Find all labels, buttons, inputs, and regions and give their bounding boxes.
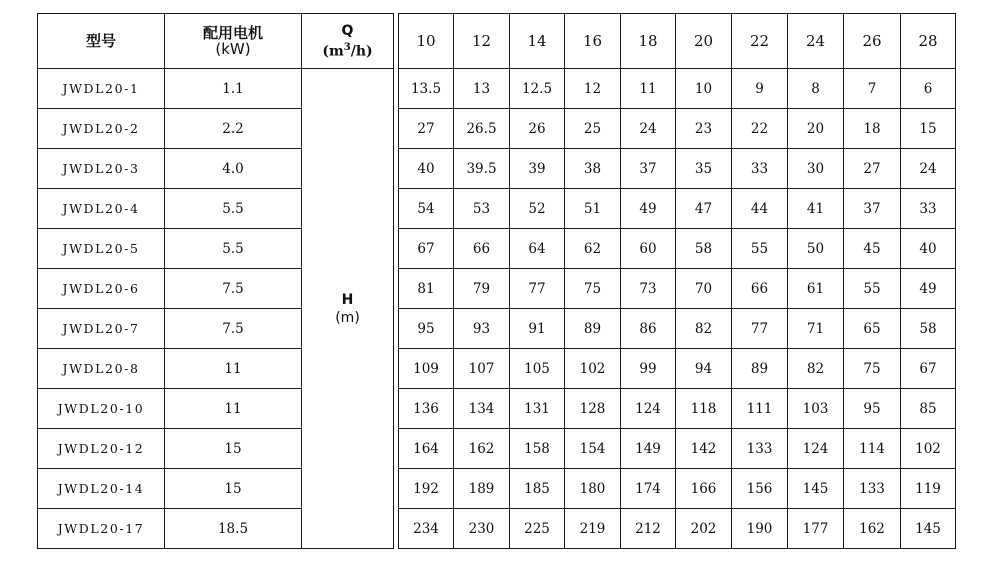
head-value-cell: 10: [676, 69, 732, 109]
table-row: [38, 389, 956, 429]
motor-power-cell: 5.5: [165, 229, 302, 269]
head-value-cell: 145: [901, 509, 956, 549]
head-value-cell: 81: [399, 269, 454, 309]
head-value-cell: 64: [510, 229, 565, 269]
flow-value-header: 20: [676, 14, 732, 69]
head-value-cell: 11: [621, 69, 676, 109]
model-cell: JWDL20-3: [38, 149, 165, 189]
head-value-cell: 219: [565, 509, 621, 549]
head-value-cell: 26: [510, 109, 565, 149]
head-value-cell: 44: [732, 189, 788, 229]
head-value-cell: 13: [454, 69, 510, 109]
head-value-cell: 149: [621, 429, 676, 469]
head-value-cell: 24: [901, 149, 956, 189]
model-header: 型号: [38, 14, 165, 69]
head-value-cell: 234: [399, 509, 454, 549]
head-value-cell: 61: [788, 269, 844, 309]
model-cell: JWDL20-4: [38, 189, 165, 229]
head-value-cell: 55: [844, 269, 901, 309]
motor-power-header-line1: 配用电机: [202, 24, 263, 42]
head-value-cell: 73: [621, 269, 676, 309]
pump-performance-table: [37, 13, 956, 549]
head-value-cell: 124: [788, 429, 844, 469]
flow-header-unit: [302, 40, 393, 60]
flow-header: [302, 14, 394, 69]
head-value-cell: 225: [510, 509, 565, 549]
head-value-cell: 53: [454, 189, 510, 229]
head-value-cell: 60: [621, 229, 676, 269]
head-value-cell: 133: [732, 429, 788, 469]
head-value-cell: 54: [399, 189, 454, 229]
head-value-cell: 91: [510, 309, 565, 349]
head-value-cell: 65: [844, 309, 901, 349]
head-value-cell: 51: [565, 189, 621, 229]
head-value-cell: 40: [399, 149, 454, 189]
motor-power-cell: 5.5: [165, 189, 302, 229]
head-value-cell: 66: [454, 229, 510, 269]
table-row: [38, 149, 956, 189]
table-row: [38, 189, 956, 229]
head-value-cell: 162: [454, 429, 510, 469]
head-value-cell: 50: [788, 229, 844, 269]
head-value-cell: 134: [454, 389, 510, 429]
motor-power-cell: 2.2: [165, 109, 302, 149]
head-value-cell: 94: [676, 349, 732, 389]
table-row: [38, 309, 956, 349]
flow-header-label: Q: [341, 23, 354, 40]
flow-value-header: 18: [621, 14, 676, 69]
motor-power-cell: 18.5: [165, 509, 302, 549]
head-value-cell: 22: [732, 109, 788, 149]
head-value-cell: 13.5: [399, 69, 454, 109]
head-value-cell: 103: [788, 389, 844, 429]
head-value-cell: 27: [844, 149, 901, 189]
head-value-cell: 7: [844, 69, 901, 109]
head-value-cell: 77: [732, 309, 788, 349]
head-value-cell: 52: [510, 189, 565, 229]
head-value-cell: 102: [565, 349, 621, 389]
head-value-cell: 118: [676, 389, 732, 429]
flow-unit-sup: 3: [343, 42, 351, 54]
model-cell: JWDL20-7: [38, 309, 165, 349]
head-value-cell: 177: [788, 509, 844, 549]
head-value-cell: 55: [732, 229, 788, 269]
table-body: [38, 69, 956, 549]
head-label-cell: [302, 69, 394, 549]
head-value-cell: 37: [621, 149, 676, 189]
flow-value-header: 26: [844, 14, 901, 69]
model-cell: JWDL20-8: [38, 349, 165, 389]
head-value-cell: 8: [788, 69, 844, 109]
head-value-cell: 58: [676, 229, 732, 269]
model-cell: JWDL20-1: [38, 69, 165, 109]
head-value-cell: 38: [565, 149, 621, 189]
model-cell: JWDL20-2: [38, 109, 165, 149]
head-value-cell: 180: [565, 469, 621, 509]
head-value-cell: 133: [844, 469, 901, 509]
head-value-cell: 20: [788, 109, 844, 149]
head-value-cell: 47: [676, 189, 732, 229]
head-value-cell: 114: [844, 429, 901, 469]
motor-power-cell: 15: [165, 469, 302, 509]
head-value-cell: 26.5: [454, 109, 510, 149]
motor-power-cell: 4.0: [165, 149, 302, 189]
table-row: [38, 109, 956, 149]
motor-power-cell: 11: [165, 349, 302, 389]
head-value-cell: 154: [565, 429, 621, 469]
head-value-cell: 119: [901, 469, 956, 509]
table-row: [38, 269, 956, 309]
head-value-cell: 18: [844, 109, 901, 149]
table-row: [38, 229, 956, 269]
head-value-cell: 105: [510, 349, 565, 389]
head-value-cell: 49: [621, 189, 676, 229]
flow-value-header: 22: [732, 14, 788, 69]
head-value-cell: 12: [565, 69, 621, 109]
head-value-cell: 95: [844, 389, 901, 429]
head-value-cell: 6: [901, 69, 956, 109]
head-value-cell: 95: [399, 309, 454, 349]
model-cell: JWDL20-14: [38, 469, 165, 509]
head-value-cell: 27: [399, 109, 454, 149]
head-value-cell: 35: [676, 149, 732, 189]
head-value-cell: 190: [732, 509, 788, 549]
head-value-cell: 162: [844, 509, 901, 549]
head-value-cell: 124: [621, 389, 676, 429]
motor-power-header: [165, 14, 302, 69]
header-row: [38, 14, 956, 69]
motor-power-header-line2: (kW): [215, 40, 251, 58]
table-row: [38, 469, 956, 509]
flow-value-header: 12: [454, 14, 510, 69]
head-value-cell: 230: [454, 509, 510, 549]
head-value-cell: 82: [788, 349, 844, 389]
head-value-cell: 189: [454, 469, 510, 509]
motor-power-cell: 1.1: [165, 69, 302, 109]
head-value-cell: 86: [621, 309, 676, 349]
head-value-cell: 99: [621, 349, 676, 389]
motor-power-cell: 11: [165, 389, 302, 429]
head-value-cell: 131: [510, 389, 565, 429]
head-value-cell: 82: [676, 309, 732, 349]
head-value-cell: 166: [676, 469, 732, 509]
head-value-cell: 85: [901, 389, 956, 429]
head-value-cell: 75: [565, 269, 621, 309]
head-value-cell: 58: [901, 309, 956, 349]
model-cell: JWDL20-5: [38, 229, 165, 269]
head-value-cell: 142: [676, 429, 732, 469]
head-value-cell: 45: [844, 229, 901, 269]
head-value-cell: 89: [565, 309, 621, 349]
head-value-cell: 66: [732, 269, 788, 309]
head-value-cell: 89: [732, 349, 788, 389]
table-row: [38, 69, 956, 109]
model-cell: JWDL20-17: [38, 509, 165, 549]
head-value-cell: 75: [844, 349, 901, 389]
head-value-cell: 136: [399, 389, 454, 429]
head-value-cell: 39: [510, 149, 565, 189]
flow-value-header: 14: [510, 14, 565, 69]
motor-power-cell: 7.5: [165, 269, 302, 309]
flow-value-header: 24: [788, 14, 844, 69]
head-value-cell: 33: [901, 189, 956, 229]
head-value-cell: 9: [732, 69, 788, 109]
head-value-cell: 70: [676, 269, 732, 309]
head-value-cell: 174: [621, 469, 676, 509]
head-value-cell: 62: [565, 229, 621, 269]
head-value-cell: 67: [901, 349, 956, 389]
head-value-cell: 49: [901, 269, 956, 309]
head-value-cell: 158: [510, 429, 565, 469]
table-row: [38, 349, 956, 389]
head-value-cell: 128: [565, 389, 621, 429]
head-value-cell: 24: [621, 109, 676, 149]
head-value-cell: 77: [510, 269, 565, 309]
head-value-cell: 33: [732, 149, 788, 189]
flow-value-header: 10: [399, 14, 454, 69]
head-value-cell: 12.5: [510, 69, 565, 109]
head-label: H: [341, 291, 354, 308]
model-cell: JWDL20-10: [38, 389, 165, 429]
head-value-cell: 145: [788, 469, 844, 509]
head-value-cell: 71: [788, 309, 844, 349]
head-value-cell: 41: [788, 189, 844, 229]
head-value-cell: 67: [399, 229, 454, 269]
head-value-cell: 164: [399, 429, 454, 469]
head-value-cell: 30: [788, 149, 844, 189]
head-value-cell: 25: [565, 109, 621, 149]
table-row: [38, 509, 956, 549]
head-value-cell: 37: [844, 189, 901, 229]
head-value-cell: 185: [510, 469, 565, 509]
table-row: [38, 429, 956, 469]
head-value-cell: 156: [732, 469, 788, 509]
head-value-cell: 79: [454, 269, 510, 309]
head-value-cell: 15: [901, 109, 956, 149]
flow-unit-pre: (m: [322, 43, 344, 60]
head-value-cell: 40: [901, 229, 956, 269]
head-value-cell: 102: [901, 429, 956, 469]
model-cell: JWDL20-12: [38, 429, 165, 469]
model-cell: JWDL20-6: [38, 269, 165, 309]
head-value-cell: 93: [454, 309, 510, 349]
head-value-cell: 109: [399, 349, 454, 389]
head-value-cell: 111: [732, 389, 788, 429]
motor-power-cell: 15: [165, 429, 302, 469]
head-value-cell: 192: [399, 469, 454, 509]
head-value-cell: 202: [676, 509, 732, 549]
head-value-cell: 23: [676, 109, 732, 149]
head-value-cell: 107: [454, 349, 510, 389]
flow-value-header: 28: [901, 14, 956, 69]
head-unit: (m): [335, 309, 360, 326]
flow-value-header: 16: [565, 14, 621, 69]
flow-unit-post: /h): [350, 43, 373, 60]
head-value-cell: 39.5: [454, 149, 510, 189]
head-value-cell: 212: [621, 509, 676, 549]
motor-power-cell: 7.5: [165, 309, 302, 349]
